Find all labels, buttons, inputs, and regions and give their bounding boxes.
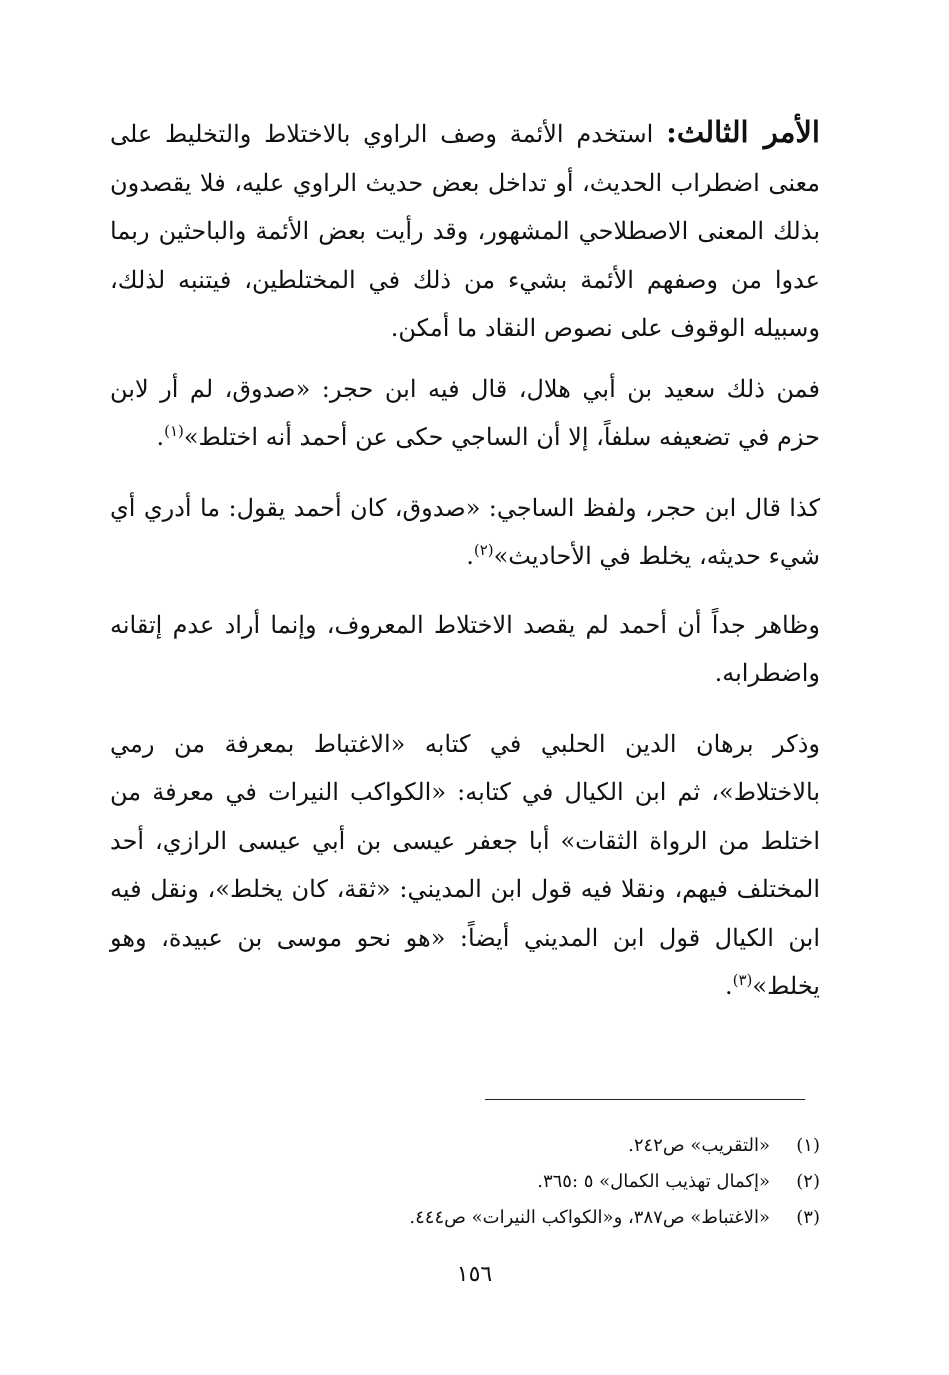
paragraph-4-text: وظاهر جداً أن أحمد لم يقصد الاختلاط المعروف، وإنما أراد عدم إتقانه واضطرابه.	[110, 610, 820, 687]
footnote-3	[110, 1200, 820, 1236]
footnote-3-text: «الاغتباط» ص٣٨٧، و«الكواكب النيرات» ص٤٤٤.	[409, 1207, 770, 1228]
section-heading: الأمر الثالث:	[666, 115, 820, 149]
footnote-1	[110, 1128, 820, 1164]
paragraph-1	[110, 108, 820, 353]
footnote-3-number: (٣)	[796, 1207, 820, 1228]
footnote-ref-1[interactable]: (١)	[164, 422, 184, 440]
footnote-2-text: «إكمال تهذيب الكمال» ٥ :٣٦٥.	[537, 1171, 770, 1192]
paragraph-2	[110, 365, 820, 462]
paragraph-5	[110, 720, 820, 1011]
footnote-1-number: (١)	[796, 1135, 820, 1156]
footnotes	[110, 1128, 820, 1236]
paragraph-2-text: فمن ذلك سعيد بن أبي هلال، قال فيه ابن حجر: «صدوق، لم أر لابن حزم في تضعيفه سلفاً، إلا أن الساجي حكى عن أحمد أنه اختلط»	[110, 374, 820, 451]
paragraph-4	[110, 601, 820, 698]
footnote-2-number: (٢)	[796, 1171, 820, 1192]
footnote-ref-3[interactable]: (٣)	[732, 971, 753, 989]
paragraph-5-text: وذكر برهان الدين الحلبي في كتابه «الاغتباط بمعرفة من رمي بالاختلاط»، ثم ابن الكيال في كتابه: «الكواكب النيرات في معرفة من اختلط من الرواة الثقات» أبا جعفر عيسى بن أبي عيسى الرازي، أحد المختلف فيهم، ونقلا فيه قول ابن المديني: «ثقة، كان يخلط»، ونقل فيه ابن الكيال قول ابن المديني أيضاً: «هو نحو موسى بن عبيدة، وهو يخلط»	[110, 729, 820, 1000]
footnote-1-text: «التقريب» ص٢٤٢.	[628, 1135, 770, 1156]
page-body	[110, 108, 820, 1011]
paragraph-5-end: .	[724, 972, 733, 1000]
paragraph-3-end: .	[466, 542, 474, 570]
footnote-2	[110, 1164, 820, 1200]
paragraph-1-text: استخدم الأئمة وصف الراوي بالاختلاط والتخليط على معنى اضطراب الحديث، أو تداخل بعض حديث الراوي عليه، فلا يقصدون بذلك المعنى الاصطلاحي المشهور، وقد رأيت بعض الأئمة والباحثين ربما عدوا من وصفهم الأئمة بشيء من ذلك في المختلطين، فيتنبه لذلك، وسبيله الوقوف على نصوص النقاد ما أمكن.	[110, 120, 820, 342]
paragraph-3-text: كذا قال ابن حجر، ولفظ الساجي: «صدوق، كان أحمد يقول: ما أدري أي شيء حديثه، يخلط في الأحاديث»	[110, 493, 820, 570]
paragraph-2-end: .	[156, 423, 165, 451]
paragraph-3	[110, 484, 820, 581]
footnote-ref-2[interactable]: (٢)	[473, 541, 494, 559]
page-number: ١٥٦	[456, 1262, 493, 1287]
footnote-separator	[485, 1099, 805, 1100]
